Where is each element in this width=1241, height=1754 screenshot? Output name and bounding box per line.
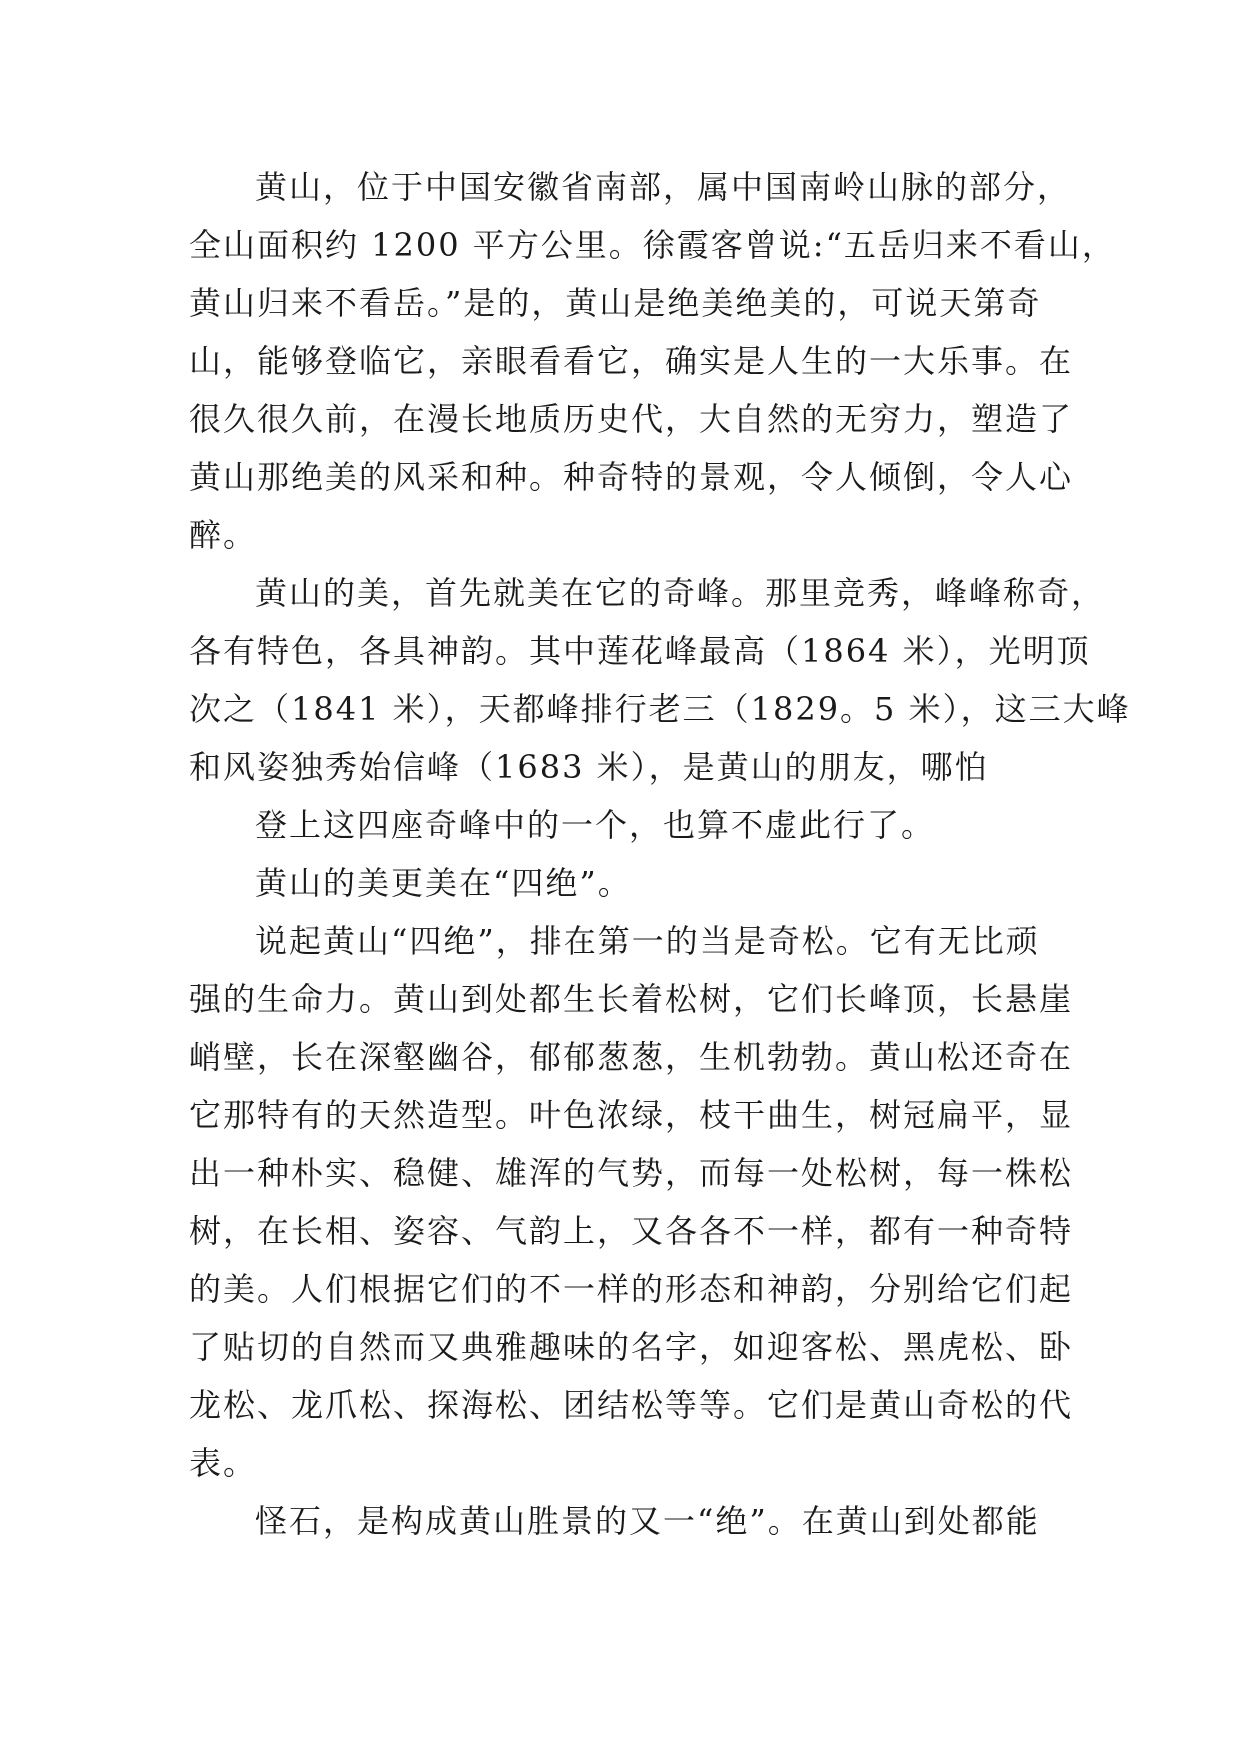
text-line: 了贴切的自然而又典雅趣味的名字，如迎客松、黑虎松、卧 (189, 1328, 1074, 1366)
text-line: 树，在长相、姿容、气韵上，又各各不一样，都有一种奇特 (189, 1212, 1074, 1250)
text-line: 山，能够登临它，亲眼看看它，确实是人生的一大乐事。在 (189, 342, 1074, 380)
paragraph-first-line: 黄山的美，首先就美在它的奇峰。那里竞秀，峰峰称奇， (255, 574, 1106, 612)
text-line: 表。 (189, 1444, 258, 1482)
text-line: 黄山那绝美的风采和种。种奇特的景观，令人倾倒，令人心 (189, 458, 1074, 496)
body-text (189, 158, 1131, 1550)
text-line: 醉。 (189, 516, 258, 554)
text-line: 的美。人们根据它们的不一样的形态和神韵，分别给它们起 (189, 1270, 1074, 1308)
text-line: 它那特有的天然造型。叶色浓绿，枝干曲生，树冠扁平，显 (189, 1096, 1074, 1134)
text-line: 峭壁，长在深壑幽谷，郁郁葱葱，生机勃勃。黄山松还奇在 (189, 1038, 1074, 1076)
text-line: 全山面积约 1200 平方公里。徐霞客曾说:“五岳归来不看山， (189, 226, 1116, 264)
text-line: 黄山归来不看岳。”是的，黄山是绝美绝美的，可说天第奇 (189, 284, 1042, 322)
paragraph-first-line: 登上这四座奇峰中的一个，也算不虚此行了。 (255, 806, 936, 844)
paragraph-first-line: 怪石，是构成黄山胜景的又一“绝”。在黄山到处都能 (255, 1502, 1040, 1540)
text-line: 强的生命力。黄山到处都生长着松树，它们长峰顶，长悬崖 (189, 980, 1074, 1018)
text-line: 次之（1841 米），天都峰排行老三（1829。5 米），这三大峰 (189, 690, 1131, 728)
text-line: 龙松、龙爪松、探海松、团结松等等。它们是黄山奇松的代 (189, 1386, 1074, 1424)
paragraph-first-line: 黄山，位于中国安徽省南部，属中国南岭山脉的部分， (255, 168, 1072, 206)
text-line: 和风姿独秀始信峰（1683 米），是黄山的朋友，哪怕 (189, 748, 989, 786)
paragraph-first-line: 说起黄山“四绝”，排在第一的当是奇松。它有无比顽 (255, 922, 1040, 960)
text-line: 很久很久前，在漫长地质历史代，大自然的无穷力，塑造了 (189, 400, 1074, 438)
text-line: 各有特色，各具神韵。其中莲花峰最高（1864 米），光明顶 (189, 632, 1091, 670)
paragraph-first-line: 黄山的美更美在“四绝”。 (255, 864, 632, 902)
text-line: 出一种朴实、稳健、雄浑的气势，而每一处松树，每一株松 (189, 1154, 1074, 1192)
